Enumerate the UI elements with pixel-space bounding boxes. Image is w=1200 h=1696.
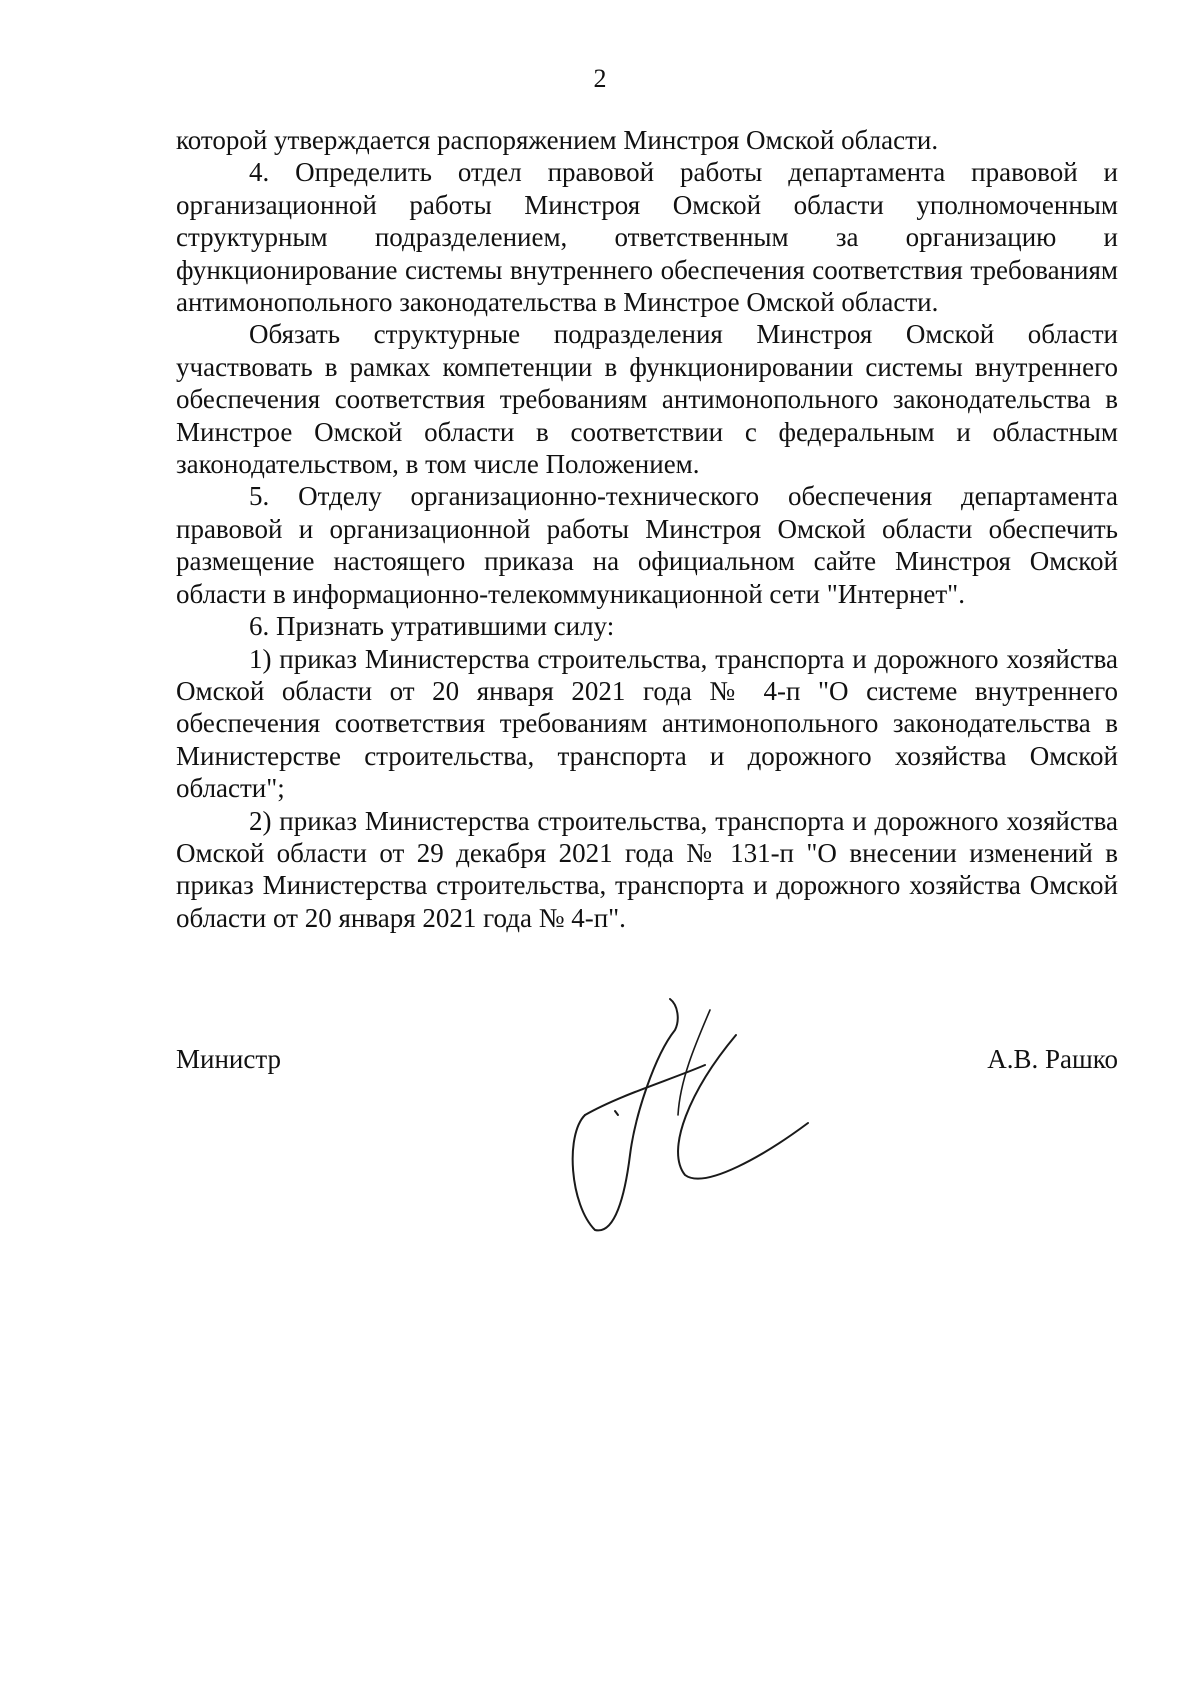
paragraph-item-5: 5. Отделу организационно-технического обеспечения департамента правовой и организационной работы Минстроя Омской области обеспечить размещение настоящего приказа на официальном сайте Минстроя Омской области в информационно-телекоммуникационной сети "Интернет". — [176, 481, 1118, 609]
paragraph-item-4: 4. Определить отдел правовой работы департамента правовой и организационной работы Минстроя Омской области уполномоченным структурным подразделением, ответственным за организацию и функционирование системы внутреннего обеспечения соответствия требованиям антимонопольного законодательства в Минстрое Омской области. — [176, 157, 1118, 318]
paragraph-subitem-2: 2) приказ Министерства строительства, транспорта и дорожного хозяйства Омской области от 29 декабря 2021 года № 131-п "О внесении изменений в приказ Министерства строительства, транспорта и дорожного хозяйства Омской области от 20 января 2021 года № 4-п". — [176, 805, 1118, 933]
signer-name: А.В. Рашко — [987, 1044, 1118, 1074]
signer-title: Министр — [176, 1044, 281, 1074]
paragraph-subitem-1: 1) приказ Министерства строительства, транспорта и дорожного хозяйства Омской области от 20 января 2021 года № 4-п "О системе внутреннего обеспечения соответствия требованиям антимонопольного законодательства в Министерстве строительства, транспорта и дорожного хозяйства Омской области"; — [176, 643, 1118, 804]
paragraph-continuation: которой утверждается распоряжением Минстроя Омской области. — [176, 125, 939, 155]
paragraph-item-6: 6. Признать утратившими силу: — [249, 611, 615, 642]
paragraph-obligation: Обязать структурные подразделения Минстроя Омской области участвовать в рамках компетенции в функционировании системы внутреннего обеспечения соответствия требованиям антимонопольного законодательства в Минстрое Омской области в соответствии с федеральным и областным законодательством, в том числе Положением. — [176, 319, 1118, 480]
handwritten-signature — [560, 985, 860, 1235]
document-body — [176, 124, 1118, 934]
page-number: 2 — [593, 64, 607, 93]
